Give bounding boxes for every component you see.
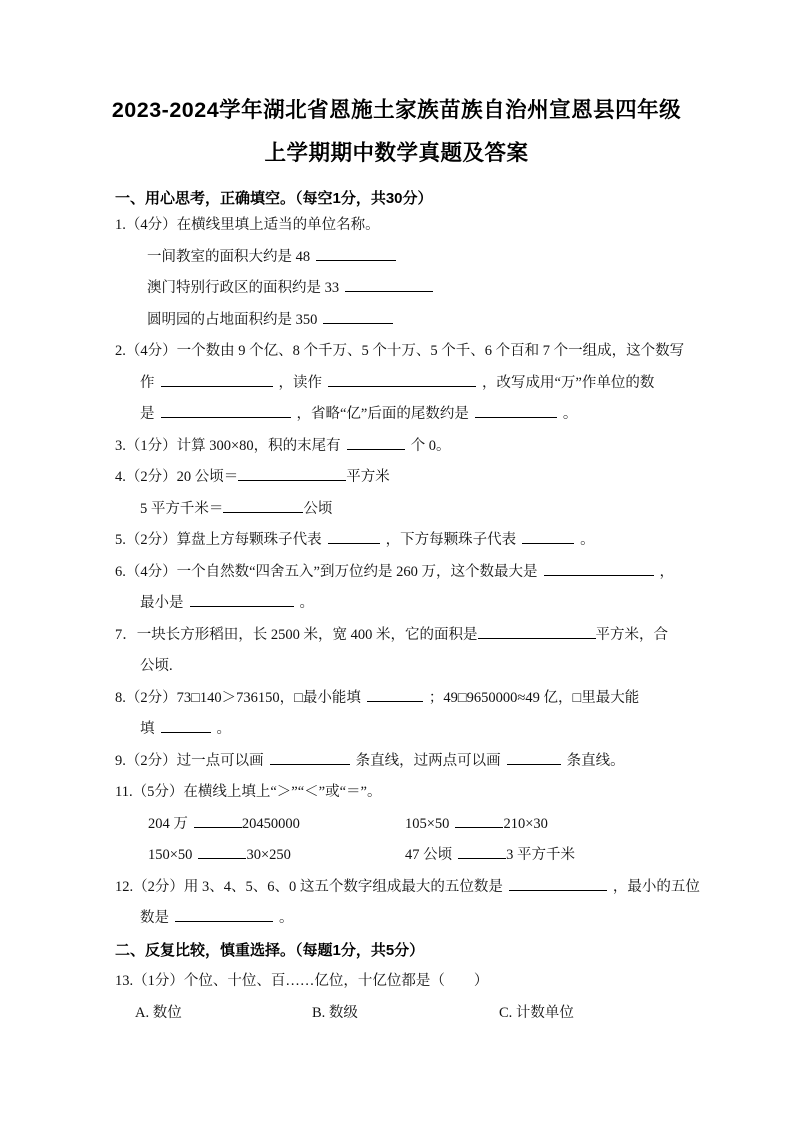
- q13-option-b: B. 数级: [312, 1004, 358, 1021]
- answer-blank: [323, 309, 393, 324]
- q6-line1-text1: 6.（4分）一个自然数“四舍五入”到万位约是 260 万，这个数最大是: [115, 563, 538, 580]
- q6-line2: [115, 588, 713, 620]
- q2-line1: 2.（4分）一个数由 9 个亿、8 个千万、5 个十万、5 个千、6 个百和 7 个一组成，这个数写: [115, 343, 685, 359]
- exam-title-line1: 2023-2024学年湖北省恩施土家族苗族自治州宣恩县四年级: [111, 98, 682, 122]
- q1-item3: [115, 305, 713, 337]
- answer-blank: [509, 876, 607, 891]
- answer-blank: [475, 403, 557, 418]
- answer-blank: [458, 844, 506, 859]
- q11-r2c2: [405, 840, 575, 872]
- q11-stem: 11.（5分）在横线上填上“＞”“＜”或“＝”。: [115, 784, 382, 800]
- answer-blank: [161, 403, 291, 418]
- q1-item1-text: 一间教室的面积大约是 48: [147, 248, 311, 265]
- q8-line2-text1: 填: [140, 721, 155, 737]
- answer-blank: [194, 813, 242, 828]
- q9-text1: 9.（2分）过一点可以画: [115, 752, 264, 769]
- q7-line1: [115, 620, 713, 652]
- q11-r2c1-right: 30×250: [246, 847, 291, 863]
- q4-line2-text2: 公顷: [303, 500, 333, 517]
- q11-r1c2-left: 105×50: [405, 815, 450, 832]
- q2-line2-text1: 作: [140, 374, 155, 391]
- q8-line2-text2: 。: [216, 721, 231, 737]
- exam-title-line2: 上学期期中数学真题及答案: [264, 141, 529, 165]
- q4-line1-text1: 4.（2分）20 公顷＝: [115, 469, 239, 485]
- q1-item3-text: 圆明园的占地面积约是 350: [147, 311, 318, 328]
- q9-text3: 条直线。: [566, 752, 625, 769]
- q5-text3: 。: [580, 532, 595, 548]
- q2-line2: [115, 368, 713, 400]
- q13-options: [115, 998, 713, 1030]
- q2-line3: [115, 399, 713, 431]
- q11-r2c2-right: 3 平方千米: [506, 847, 575, 863]
- q11-r2c1-left: 150×50: [148, 847, 193, 863]
- answer-blank: [345, 277, 433, 292]
- q7-line1-text1: 7．一块长方形稻田，长 2500 米，宽 400 米，它的面积是: [115, 626, 478, 643]
- q6-line1-text2: ，: [659, 563, 674, 580]
- q12-line1: [115, 872, 713, 904]
- q1-stem: 1.（4分）在横线里填上适当的单位名称。: [115, 217, 380, 233]
- section1-heading: 一、用心思考，正确填空。（每空1分，共30分）: [115, 190, 433, 207]
- q11-r1c2-right: 210×30: [503, 815, 548, 832]
- answer-blank: [507, 750, 561, 765]
- q6-line1: [115, 557, 713, 589]
- answer-blank: [161, 718, 211, 733]
- q7-line1-text2: 平方米，合: [595, 626, 668, 643]
- q11-r2c1: [115, 840, 405, 872]
- q4-line2: [115, 494, 713, 526]
- q4-line1-text2: 平方米: [346, 469, 390, 485]
- q2-line3-text1: 是: [140, 406, 155, 422]
- answer-blank: [223, 498, 303, 513]
- q12-line1-text1: 12.（2分）用 3、4、5、6、0 这五个数字组成最大的五位数是: [115, 878, 503, 895]
- answer-blank: [544, 561, 654, 576]
- q8-line1-text1: 8.（2分）73□140＞736150，□最小能填: [115, 689, 361, 706]
- q12-line2: [115, 903, 713, 935]
- q8-line2: [115, 714, 713, 746]
- q3-text2: 个 0。: [410, 437, 451, 454]
- q1-item2-text: 澳门特别行政区的面积约是 33: [147, 280, 340, 296]
- q11-r1c2: [405, 809, 548, 841]
- q8-line1-text2: ；49□9650000≈49 亿，□里最大能: [428, 689, 640, 706]
- answer-blank: [161, 372, 273, 387]
- q2-line3-text3: 。: [562, 406, 578, 422]
- q6-line2-text2: 。: [299, 595, 314, 611]
- q5-text2: ，下方每颗珠子代表: [385, 532, 517, 548]
- q8-line1: [115, 683, 713, 715]
- q12-line2-text2: 。: [279, 910, 294, 926]
- q1-item2: [115, 273, 713, 305]
- q5-text1: 5.（2分）算盘上方每颗珠子代表: [115, 532, 322, 548]
- q1-item1: [115, 242, 713, 274]
- answer-blank: [175, 907, 273, 922]
- answer-blank: [198, 844, 246, 859]
- q2-line2-text2: ，读作: [278, 374, 322, 391]
- answer-blank: [522, 529, 574, 544]
- q5-line: [115, 525, 713, 557]
- answer-blank: [270, 750, 350, 765]
- q13-option-a: A. 数位: [135, 1004, 182, 1021]
- q13-option-c: C. 计数单位: [499, 1004, 574, 1021]
- answer-blank: [316, 246, 396, 261]
- q4-line1: [115, 462, 713, 494]
- q6-line2-text1: 最小是: [140, 595, 184, 611]
- answer-blank: [455, 813, 503, 828]
- q11-r1c1-left: 204 万: [148, 815, 188, 832]
- q11-r2c2-left: 47 公顷: [405, 847, 453, 863]
- q11-r1c1: [115, 809, 405, 841]
- q7-line2: 公顷.: [140, 658, 173, 674]
- section2-heading: 二、反复比较，慎重选择。（每题1分，共5分）: [115, 941, 425, 959]
- q3-text1: 3.（1分）计算 300×80，积的末尾有: [115, 437, 341, 454]
- q4-line2-text1: 5 平方千米＝: [140, 500, 224, 517]
- q9-text2: 条直线，过两点可以画: [355, 752, 501, 769]
- answer-blank: [238, 466, 346, 481]
- answer-blank: [367, 687, 423, 702]
- q9-line: [115, 746, 713, 778]
- q11-compare-row1: [115, 809, 713, 841]
- q3-line: [115, 431, 713, 463]
- q11-compare-row2: [115, 840, 713, 872]
- answer-blank: [478, 624, 596, 639]
- answer-blank: [347, 435, 405, 450]
- q12-line1-text2: ，最小的五位: [612, 878, 700, 895]
- answer-blank: [328, 372, 476, 387]
- q13-stem: 13.（1分）个位、十位、百……亿位，十亿位都是（ ）: [115, 973, 489, 989]
- answer-blank: [190, 592, 294, 607]
- q2-line2-text3: ，改写成用“万”作单位的数: [482, 374, 655, 391]
- q11-r1c1-right: 20450000: [241, 815, 300, 832]
- answer-blank: [328, 529, 380, 544]
- q12-line2-text1: 数是: [140, 910, 169, 926]
- q2-line3-text2: ，省略“亿”后面的尾数约是: [296, 406, 469, 422]
